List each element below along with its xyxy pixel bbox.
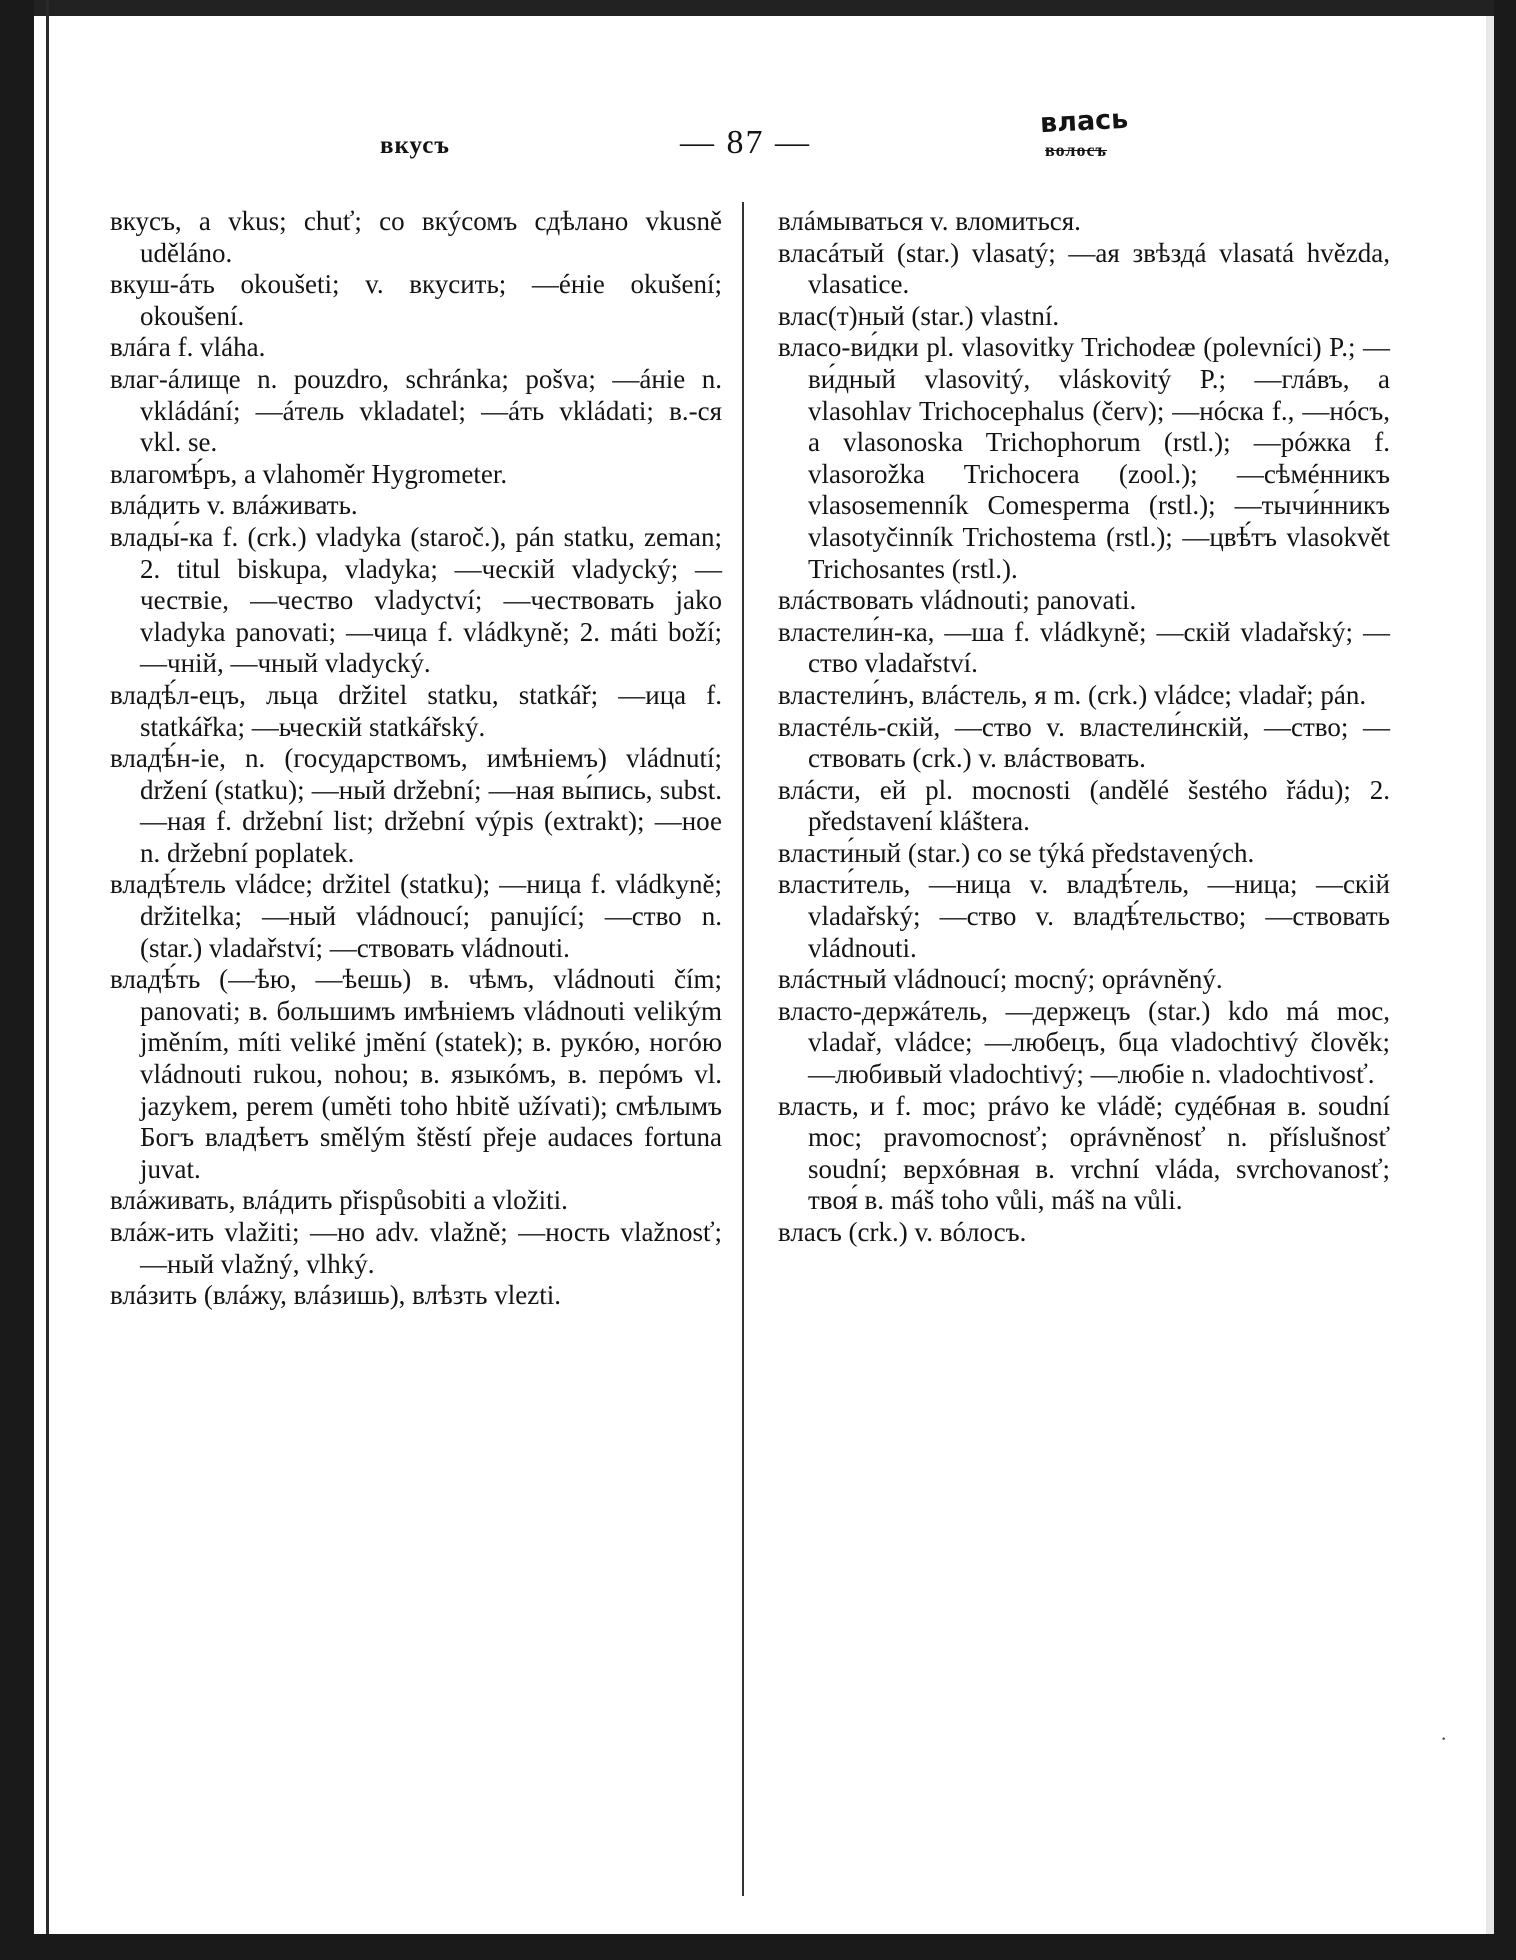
dictionary-entry: влáсти, ей pl. mocnosti (andělé šestého řádu); 2. představení kláštera.	[778, 774, 1390, 837]
running-head	[60, 103, 1464, 168]
scan-border-top	[34, 0, 1516, 16]
dictionary-entry: владѣ́л-ецъ, льца držitel statku, statkář; —ица f. statkářka; —ьческій statkářský.	[110, 679, 722, 742]
page-edge-line	[46, 0, 49, 1960]
dictionary-entry: влáзить (влáжу, влáзишь), влѣзть vlezti.	[110, 1280, 561, 1311]
dictionary-entry: власть, и f. moc; právo ke vládě; судéбная в. soudní moc; pravomocnosť; oprávněnosť n. příslušnosť soudní; верхóвная в. vrchní vláda, svrchovanosť; твоя́ в. máš toho vůli, máš na vůli.	[778, 1090, 1390, 1216]
dictionary-entry: влáживать, влáдить přispůsobiti a vložiti.	[110, 1185, 568, 1216]
dictionary-entry: влáдить v. влáживать.	[110, 490, 358, 521]
dictionary-entry: власо-ви́дки pl. vlasovitky Trichodeæ (polevníci) P.; —ви́дный vlasovitý, vláskovitý P.; —глáвъ, а vlasohlav Trichocephalus (červ); —нóска f., —нóсъ, а vlasonoska Trichophorum (rstl.); —рóжка f. vlasorožka Trichocera (zool.); —сѣмéнникъ vlasosemenník Comesperma (rstl.); —тычи́нникъ vlasotyčinník Trichostema (rstl.); —цвѣ́тъ vlasokvět Trichosantes (rstl.).	[778, 332, 1390, 584]
scan-border-left	[0, 0, 34, 1960]
dictionary-entry: властели́н-ка, —ша f. vládkyně; —скій vladařský; —ство vladařství.	[778, 616, 1390, 679]
dictionary-entry: власти́ный (star.) co se týká představených.	[778, 837, 1255, 868]
dictionary-entry: влáмываться v. вломиться.	[778, 206, 1081, 236]
ink-smudge: ·	[1440, 1726, 1448, 1751]
dictionary-entry: властéль-скій, —ство v. властели́нскій, —ство; —ствовать (crk.) v. влáствовать.	[778, 711, 1390, 774]
page-number: — 87 —	[680, 124, 811, 161]
dictionary-page	[60, 16, 1464, 1934]
page-edge-right	[1486, 16, 1494, 1934]
dictionary-entry: вкусъ, а vkus; chuť; со вкýсомъ сдѣлано vkusně uděláno.	[110, 206, 722, 268]
dictionary-entry: влáствовать vládnouti; panovati.	[778, 585, 1137, 616]
dictionary-entry: влагомѣ́ръ, а vlahoměr Hygrometer.	[110, 458, 508, 489]
dictionary-entry: власто-держáтель, —держецъ (star.) kdo má moc, vladař, vládce; —любецъ, бца vladochtivý člověk; —любивый vladochtivý; —любіе n. vladochtivosť.	[778, 995, 1390, 1090]
column-divider	[742, 202, 744, 1896]
dictionary-entry: влады́-ка f. (crk.) vladyka (staroč.), pán statku, zeman; 2. titul biskupa, vladyka; —ческій vladycký; —чествіе, —чество vladyctví; —чествовать jako vladyka panovati; —чица f. vládkyně; 2. máti boží; —чній, —чный vladycký.	[110, 521, 722, 679]
scan-border-right	[1494, 0, 1516, 1960]
dictionary-entry: владѣ́н-іе, n. (государствомъ, имѣніемъ) vládnutí; držení (statku); —ный držební; —ная вы́пись, subst. —ная f. držební list; držební výpis (extrakt); —ное n. držební poplatek.	[110, 743, 722, 868]
handwritten-guide-word: влась	[1039, 103, 1129, 140]
dictionary-entry: влас(т)ный (star.) vlastní.	[778, 300, 1060, 331]
struck-guide-word-right: волосъ	[1045, 140, 1107, 160]
left-column	[110, 206, 722, 1312]
dictionary-entry: влáстный vládnoucí; mocný; oprávněný.	[778, 964, 1223, 995]
dictionary-entry: власáтый (star.) vlasatý; —ая звѣздá vlasatá hvězda, vlasatice.	[778, 237, 1390, 300]
dictionary-entry: власъ (crk.) v. вóлосъ.	[778, 1217, 1027, 1247]
guide-word-left: вкусъ	[380, 132, 450, 159]
right-column	[778, 206, 1390, 1249]
dictionary-entry: владѣ́ть (—ѣю, —ѣешь) в. чѣмъ, vládnouti čím; panovati; в. большимъ имѣніемъ vládnouti velikým jměním, míti veliké jmění (statek); в. рукóю, ногóю vládnouti rukou, nohou; в. языкóмъ, в. перóмъ vl. jazykem, perem (uměti toho hbitě užívati); смѣлымъ Богъ владѣетъ smělým štěstí přeje audaces fortuna juvat.	[110, 964, 722, 1184]
dictionary-entry: влáж-ить vlažiti; —но adv. vlažně; —ность vlažnosť; —ный vlažný, vlhký.	[110, 1217, 722, 1279]
dictionary-entry: вкуш-áть okoušeti; v. вкусить; —éніе okušení; okoušení.	[110, 269, 722, 331]
dictionary-entry: влáга f. vláha.	[110, 332, 266, 363]
dictionary-entry: властели́нъ, влáстель, я m. (crk.) vládce; vladař; pán.	[778, 679, 1367, 710]
dictionary-entry: влаг-áлище n. pouzdro, schránka; pošva; —áніе n. vkládání; —áтель vkladatel; —áть vkládati; в.-ся vkl. se.	[110, 363, 722, 458]
dictionary-entry: власти́тель, —ница v. владѣ́тель, —ница; —скій vladařský; —ство v. владѣ́тельство; —ствовать vládnouti.	[778, 869, 1390, 963]
dictionary-entry: владѣ́тель vládce; držitel (statku); —ница f. vládkyně; držitelka; —ный vládnoucí; panující; —ство n. (star.) vladařství; —ствовать vládnouti.	[110, 869, 722, 963]
scan-border-bottom	[34, 1934, 1516, 1960]
